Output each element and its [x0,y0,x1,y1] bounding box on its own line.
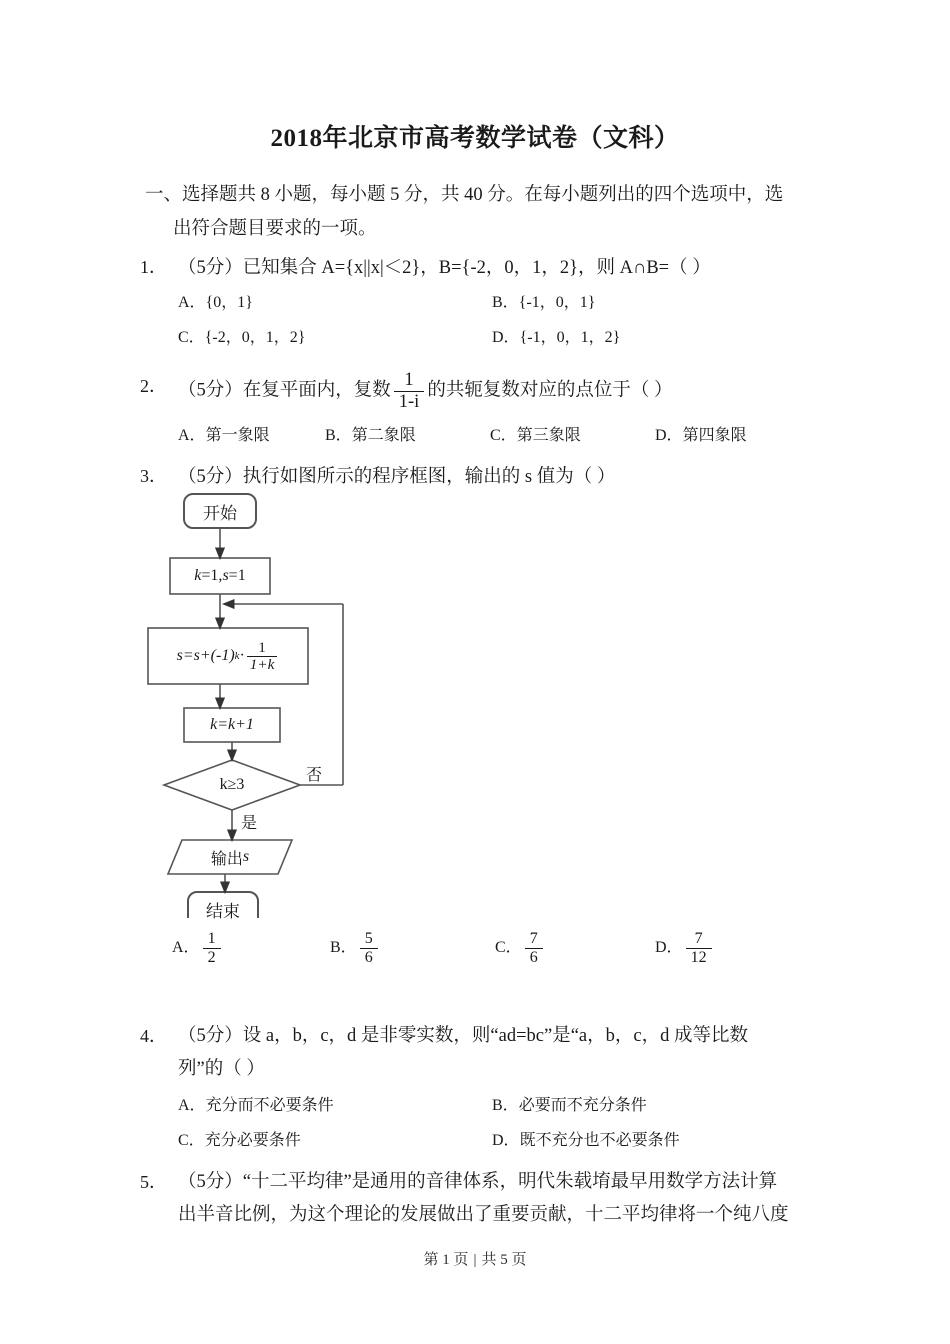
formula-exponent: k [234,650,240,662]
question-1-option-c[interactable] [178,324,305,347]
footer-separator: | [473,1252,477,1268]
fraction-denominator: 6 [364,948,373,966]
question-3-number: 3． [140,466,167,486]
page-footer [0,1248,950,1269]
section-intro-line1: 一、选择题共 8 小题，每小题 5 分，共 40 分。在每小题列出的四个选项中，选 [145,185,784,205]
flowchart-branch-no-label: 否 [306,767,323,784]
fraction-numerator: 7 [525,930,543,949]
question-4-option-b[interactable] [492,1092,647,1115]
fraction-denominator: 12 [690,948,707,966]
question-4-option-d[interactable] [492,1127,680,1150]
option-label: D． [492,1132,520,1149]
question-5-number: 5． [140,1172,167,1192]
option-text: 充分必要条件 [204,1132,301,1149]
flowchart-end-label: 结束 [206,901,240,921]
question-5-stem-line1: （5分）“十二平均律”是通用的音律体系，明代朱载堉最早用数学方法计算 [178,1172,778,1192]
fraction-numerator: 1 [203,930,221,949]
init-eq1: =1, [201,567,223,584]
flowchart-process-formula [148,628,308,684]
option-fraction [686,930,712,967]
option-fraction [203,930,221,967]
option-text: {‑1，0，1，2} [519,329,621,346]
formula-fraction [247,640,278,673]
formula-numerator: 1 [247,640,278,657]
fraction-denominator: 2 [207,948,216,966]
option-label: D． [492,329,520,346]
flowchart-output-label [168,840,292,874]
init-k: k [194,567,202,584]
option-label: C． [490,427,517,444]
question-1-option-d[interactable] [492,324,620,347]
flowchart-increment-label: k=k+1 [210,716,254,733]
question-3-option-a[interactable] [172,930,224,967]
option-label: D． [655,939,683,956]
question-4-stem-line1: （5分）设 a，b，c，d 是非零实数，则“ad=bc”是“a，b，c，d 成等比数 [178,1026,748,1046]
init-eq2: =1 [228,567,246,584]
question-1-option-b[interactable] [492,289,595,312]
question-3-option-c[interactable] [495,930,546,967]
option-text: 第二象限 [351,427,416,444]
option-label: C． [178,1132,205,1149]
question-4-stem-line2: 列”的（ ） [178,1059,265,1079]
footer-current-page: 第 1 页 [423,1252,469,1268]
formula-dot: · [239,647,245,664]
section-intro [145,178,813,246]
question-3-stem: （5分）执行如图所示的程序框图，输出的 s 值为（ ） [178,467,616,487]
flowchart-decision-label: k≥3 [219,776,245,793]
flowchart-branch-yes-label: 是 [241,815,258,832]
fraction-denominator: 1-i [398,391,420,412]
option-text: {‑1，0，1} [518,294,596,311]
output-variable: s [242,848,250,865]
question-5-stem-line2: 出半音比例，为这个理论的发展做出了重要贡献，十二平均律将一个纯八度 [178,1205,789,1225]
question-2-stem-before: （5分）在复平面内，复数 [178,380,391,401]
flowchart-init-label [170,558,270,594]
option-label: A． [178,427,206,444]
option-label: B． [325,427,352,444]
option-text: 第一象限 [205,427,270,444]
question-2-option-a[interactable] [178,422,270,445]
page-title: 2018年北京市高考数学试卷（文科） [270,125,680,152]
question-2-option-b[interactable] [325,422,416,445]
option-text: 既不充分也不必要条件 [519,1132,680,1149]
question-3-option-b[interactable] [330,930,381,967]
question-2-number: 2． [140,376,167,396]
fraction-denominator: 6 [529,948,538,966]
fraction-numerator: 7 [686,930,712,949]
question-2-stem-after: 的共轭复数对应的点位于（ ） [427,380,673,401]
option-fraction [360,930,378,967]
program-flowchart [140,488,400,921]
init-s: s [222,567,229,584]
option-text: {‑2，0，1，2} [204,329,306,346]
option-label: A． [178,294,206,311]
option-label: C． [178,329,205,346]
question-2-option-d[interactable] [655,422,747,445]
option-label: C． [495,939,522,956]
question-1-stem: （5分）已知集合 A={x||x|＜2}，B={‑2，0，1，2}，则 A∩B=（ ） [178,258,711,278]
question-1-number: 1． [140,257,167,277]
option-label: B． [492,294,519,311]
option-label: B． [492,1097,519,1114]
question-4-option-c[interactable] [178,1127,301,1150]
option-text: {0，1} [205,294,253,311]
option-label: D． [655,427,683,444]
fraction-numerator: 1 [394,370,425,392]
question-4-option-a[interactable] [178,1092,334,1115]
option-text: 必要而不充分条件 [518,1097,647,1114]
option-text: 第三象限 [516,427,581,444]
fraction-numerator: 5 [360,930,378,949]
option-fraction [525,930,543,967]
formula-lhs: s=s+(-1) [176,647,235,664]
question-3-option-d[interactable] [655,930,715,967]
option-text: 充分而不必要条件 [205,1097,334,1114]
question-4-number: 4． [140,1026,167,1046]
option-text: 第四象限 [682,427,747,444]
complex-fraction [394,370,425,412]
option-label: B． [330,939,357,956]
question-2-stem [178,370,818,412]
flowchart-start-label: 开始 [203,503,237,523]
question-1-option-a[interactable] [178,289,253,312]
footer-total-pages: 共 5 页 [481,1252,527,1268]
output-text: 输出 [210,850,243,868]
option-label: A． [178,1097,206,1114]
formula-denominator: 1+k [249,655,275,673]
question-2-option-c[interactable] [490,422,581,445]
option-label: A． [172,939,200,956]
section-intro-line2: 出符合题目要求的一项。 [173,219,377,239]
